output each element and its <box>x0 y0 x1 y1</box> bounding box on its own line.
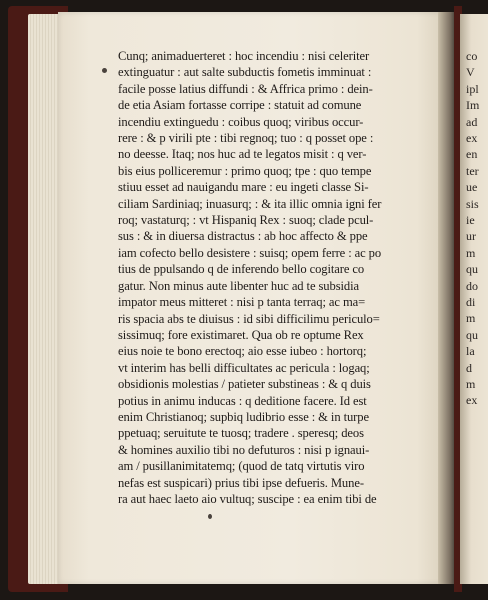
text-line: & homines auxilio tibi no defuturos : nisi p ignaui- <box>118 442 370 457</box>
facing-page-text-fragment: la <box>466 344 475 359</box>
text-line: obsidionis molestias / patieter substineas : & q duis <box>118 377 371 392</box>
text-line: rere : & p virili pte : tibi regnoq; tuo : q posset ope : <box>118 131 374 146</box>
text-line: vt interim has belli difficultates ac pericula : logaq; <box>118 360 370 375</box>
facing-page-text-fragment: ur <box>466 229 476 244</box>
text-line: facile posse latius diffundi : & Affrica primo : dein- <box>118 81 373 96</box>
text-line: iam cofecto bello desistere : suisq; opem ferre : ac po <box>118 245 382 260</box>
facing-page-text-fragment: di <box>466 295 476 309</box>
facing-page-text-fragment: en <box>466 147 478 162</box>
facing-page-text-fragment: m <box>466 377 476 391</box>
facing-page-text-fragment: ex <box>466 131 478 145</box>
facing-page-text-fragment: ter <box>466 163 479 178</box>
text-line: no deesse. Itaq; nos huc ad te legatos misit : q ver- <box>118 147 367 162</box>
text-line: impator meus mitteret : nisi p tanta terraq; ac ma= <box>118 295 366 310</box>
text-line: eius noie te bono erectoq; aio esse iubeo : hortorq; <box>118 344 367 359</box>
text-line: am / pusillanimitatemq; (quod de tatq virtutis viro <box>118 459 365 474</box>
facing-page-text-fragment: ie <box>466 213 475 227</box>
text-line: ra aut haec laeto aio vultuq; suscipe : ea enim tibi de <box>118 491 377 506</box>
facing-page-text-fragment: m <box>466 311 476 326</box>
text-line: sissimuq; fore existimaret. Qua ob re optume Rex <box>118 327 364 342</box>
facing-page-text-fragment: co <box>466 49 478 63</box>
text-line: extinguatur : aut salte subductis fometis imminuat : <box>118 65 372 80</box>
text-line: sus : & in diuersa distractus : ab hoc affecto & ppe <box>118 229 368 244</box>
facing-page-text-fragment: sis <box>466 196 479 211</box>
ink-spot <box>102 68 107 73</box>
text-line: incendiu extinguedu : coibus quoq; viribus occur- <box>118 114 364 129</box>
text-line: ppetuaq; seruitute te tuosq; tradere . speresq; deos <box>118 426 364 441</box>
ink-spot <box>208 514 212 519</box>
facing-page-text-fragment: ex <box>466 393 478 408</box>
text-line: potius in animu inducas : q deditione facere. Id est <box>118 393 367 408</box>
facing-page-text-fragment: ue <box>466 180 478 195</box>
text-line: gatur. Non minus aute libenter huc ad te subsidia <box>118 278 359 293</box>
text-line: ris spacia abs te diuisus : id sibi difficilimu periculo= <box>118 311 380 326</box>
facing-page-text-fragment: V <box>466 65 475 80</box>
facing-page-text-fragment: m <box>466 245 476 260</box>
facing-page-text-fragment: do <box>466 278 478 293</box>
text-line: enim Christianoq; supbiq ludibrio esse : & in turpe <box>118 409 369 424</box>
facing-page-text-fragment: ipl <box>466 81 479 96</box>
text-line: tius de ppulsando q de inferendo bello cogitare co <box>118 262 365 277</box>
text-line: nefas est suspicari) prius tibi ipse defueris. Mune- <box>118 475 364 490</box>
text-line: roq; vastaturq; : vt Hispaniq Rex : suoq; clade pcul- <box>118 213 374 228</box>
facing-page-edge <box>460 14 488 584</box>
text-line: Cunq; animaduerteret : hoc incendiu : nisi celeriter <box>118 49 370 63</box>
facing-page-text-fragment: Im <box>466 98 480 113</box>
text-block <box>118 48 426 507</box>
facing-page-text-fragment: d <box>466 360 472 375</box>
text-line: de etia Asiam fortasse corripe : statuit ad comune <box>118 98 362 113</box>
facing-page-text-fragment: qu <box>466 262 478 277</box>
text-line: bis eius polliceremur : primo quoq; tpe : quo tempe <box>118 163 372 178</box>
text-line: ciliam Sardiniaq; inuasurq; : & ita illic omnia igni fer <box>118 196 382 211</box>
facing-page-text-fragment: qu <box>466 327 478 342</box>
facing-page-text-fragment: ad <box>466 114 478 129</box>
text-line: stiuu esset ad nauigandu mare : eu ingeti classe Si- <box>118 180 369 195</box>
